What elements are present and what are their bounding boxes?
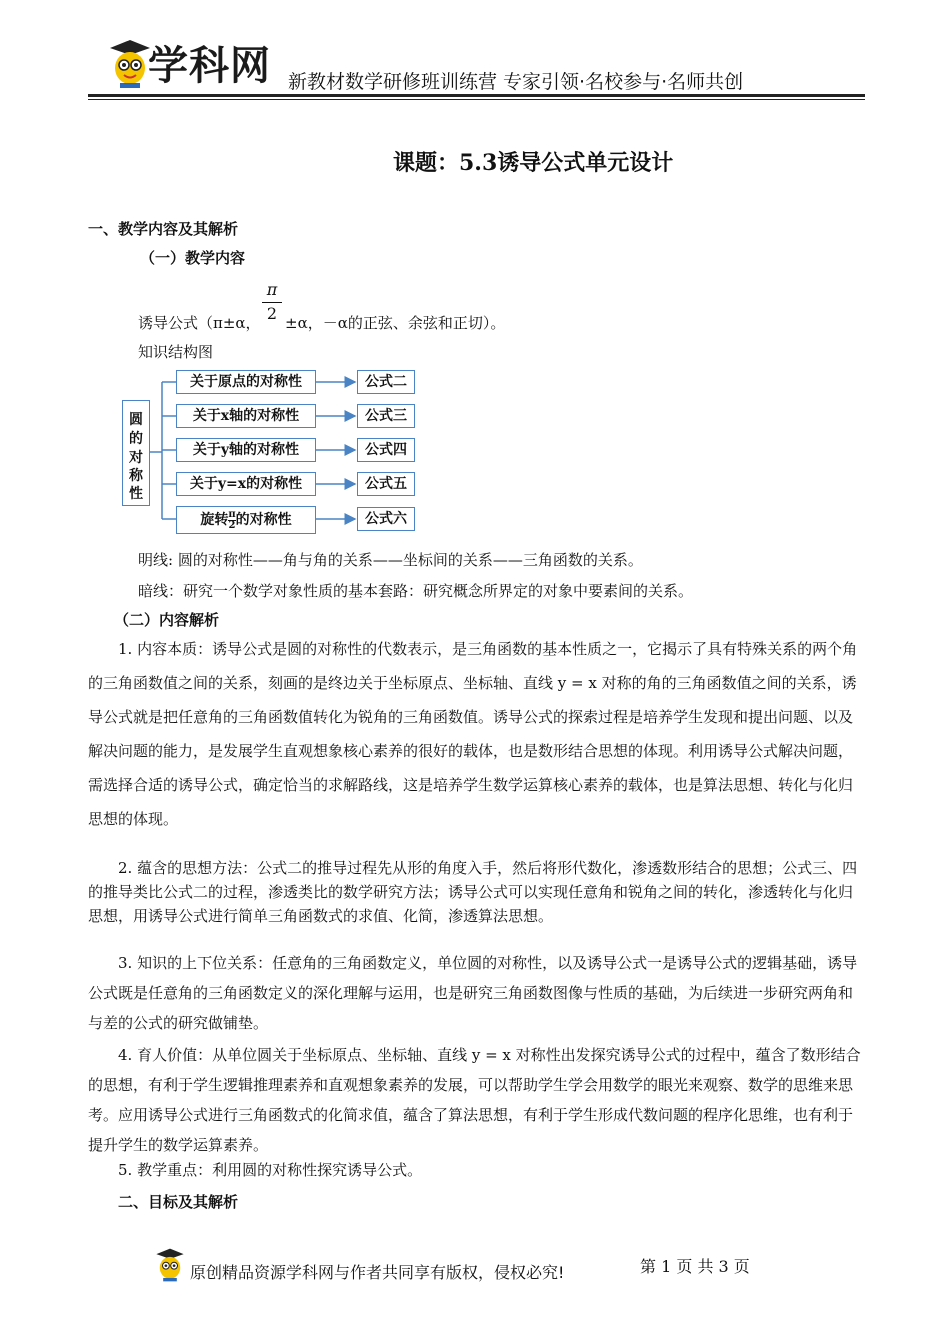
paragraph: 5. 教学重点：利用圆的对称性探究诱导公式。 <box>118 1161 423 1179</box>
diagram-formula-box: 公式六 <box>357 507 415 531</box>
formula-prefix: 诱导公式（π±α， <box>138 314 261 332</box>
diagram-connectors <box>0 0 950 560</box>
brand-logo-text: 学科网 <box>148 43 271 89</box>
mingxian-text: 明线: 圆的对称性——角与角的关系——坐标间的关系——三角函数的关系。 <box>138 551 643 569</box>
paragraph: 2. 蕴含的思想方法：公式二的推导过程先从形的角度入手，然后将形代数化，渗透数形结合的思想；公式三、四的推导类比公式二的过程，渗透类比的数学研究方法；诱导公式可以实现任意角和锐角之间的转化，渗透转化与化归思想，用诱导公式进行简单三角函数式的求值、化简，渗透算法思想。 <box>88 859 858 925</box>
branch-label-part: 的对称性 <box>235 512 292 528</box>
diagram-branch-box <box>176 506 316 534</box>
diagram-formula-box: 公式四 <box>357 438 415 462</box>
diagram-formula-box: 公式三 <box>357 404 415 428</box>
diagram-branch-box: 关于x轴的对称性 <box>176 404 316 428</box>
branch-frac-num: π <box>228 508 236 520</box>
fraction-numerator: π <box>266 280 278 299</box>
footer-copyright: 原创精品资源学科网与作者共同享有版权，侵权必究! <box>190 1263 565 1282</box>
page-title: 课题：5.3诱导公式单元设计 <box>393 150 674 176</box>
subsection-heading: （一）教学内容 <box>140 249 246 267</box>
subsection-heading: （二）内容解析 <box>114 611 220 629</box>
section-heading: 二、目标及其解析 <box>118 1193 239 1211</box>
diagram-branch-box: 关于原点的对称性 <box>176 370 316 394</box>
diagram-formula-box: 公式二 <box>357 370 415 394</box>
diagram-branch-box: 关于y=x的对称性 <box>176 472 316 496</box>
anxian-text: 暗线：研究一个数学对象性质的基本套路：研究概念所界定的对象中要素间的关系。 <box>138 582 694 600</box>
diagram-branch-box: 关于y轴的对称性 <box>176 438 316 462</box>
mascot-footer-icon <box>155 1247 185 1283</box>
section-heading: 一、教学内容及其解析 <box>88 220 239 238</box>
formula-suffix: ±α，－α的正弦、余弦和正切）。 <box>285 314 506 332</box>
diagram-caption: 知识结构图 <box>138 343 214 361</box>
root-char: 的 <box>129 431 143 447</box>
branch-frac-den: 2 <box>228 519 236 531</box>
root-char: 圆 <box>129 412 143 428</box>
root-char: 称 <box>129 468 143 484</box>
paragraph: 3. 知识的上下位关系：任意角的三角函数定义，单位圆的对称性，以及诱导公式一是诱导公式的逻辑基础，诱导公式既是任意角的三角函数定义的深化理解与运用，也是研究三角函数图像与性质的基础，为后续进一步研究两角和与差的公式的研究做铺垫。 <box>88 954 858 1032</box>
page-number: 第 1 页 共 3 页 <box>640 1257 750 1276</box>
branch-label-part: 旋转 <box>200 512 229 528</box>
paragraph: 4. 育人价值：从单位圆关于坐标原点、坐标轴、直线 y = x 对称性出发探究诱导公式的过程中，蕴含了数形结合的思想，有利于学生逻辑推理素养和直观想象素养的发展，可以帮助学生学会用数学的眼光来观察、数学的思维来思考。应用诱导公式进行三角函数式的化简求值，蕴含了算法思想，有利于学生形成代数问题的程序化思维，也有利于提升学生的数学运算素养。 <box>88 1046 861 1154</box>
fraction-denominator: 2 <box>266 304 278 323</box>
diagram-formula-box: 公式五 <box>357 472 415 496</box>
root-char: 对 <box>129 450 143 466</box>
paragraph: 1. 内容本质：诱导公式是圆的对称性的代数表示，是三角函数的基本性质之一，它揭示了具有特殊关系的两个角的三角函数值之间的关系，刻画的是终边关于坐标原点、坐标轴、直线 y = x 对称的角的三角函数值之间的关系，诱导公式就是把任意角的三角函数值转化为锐角的三角函数值。诱导公式的探索过程是培养学生发现和提出问题、以及解决问题的能力，是发展学生直观想象核心素养的很好的载体，也是数形结合思想的体现。利用诱导公式解决问题，需选择合适的诱导公式，确定恰当的求解路线，这是培养学生数学运算核心素养的载体，也是算法思想、转化与化归思想的体现。 <box>88 640 858 828</box>
root-char: 性 <box>129 486 143 502</box>
header-slogan: 新教材数学研修班训练营 专家引领·名校参与·名师共创 <box>288 71 744 93</box>
